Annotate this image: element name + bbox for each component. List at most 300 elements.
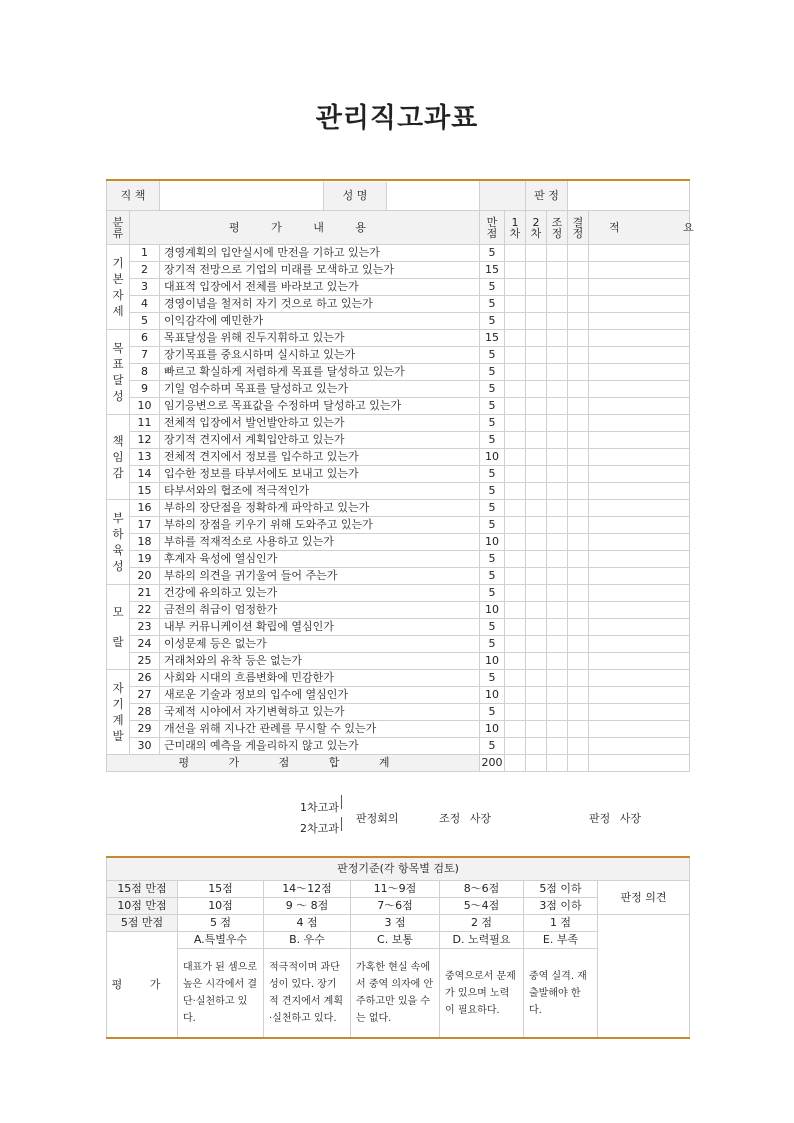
adjust-cell[interactable]	[547, 347, 568, 364]
remarks-cell[interactable]	[589, 517, 690, 534]
item-number: 3	[130, 279, 160, 296]
first-eval-cell[interactable]	[505, 738, 526, 755]
second-eval-cell[interactable]	[526, 347, 547, 364]
decision-cell[interactable]	[568, 398, 589, 415]
item-number: 17	[130, 517, 160, 534]
adjust-cell[interactable]	[547, 568, 568, 585]
table-row	[107, 585, 690, 602]
first-eval-cell[interactable]	[505, 313, 526, 330]
first-eval-cell[interactable]	[505, 347, 526, 364]
judgment-opinion-field[interactable]	[598, 915, 690, 1039]
first-eval-cell[interactable]	[505, 500, 526, 517]
table-row	[107, 636, 690, 653]
criteria-value: 10점	[178, 898, 264, 915]
table-row	[107, 670, 690, 687]
criteria-value: 5 점	[178, 915, 264, 932]
item-full-score: 5	[480, 245, 505, 262]
second-eval-cell[interactable]	[526, 534, 547, 551]
total-row	[107, 755, 690, 772]
table-row	[107, 551, 690, 568]
page-title: 관리직고과표	[315, 103, 479, 134]
criteria-value: 8～6점	[440, 881, 524, 898]
second-eval-cell[interactable]	[526, 432, 547, 449]
remarks-cell[interactable]	[589, 245, 690, 262]
decision-cell[interactable]	[568, 313, 589, 330]
table-row	[107, 245, 690, 262]
item-full-score: 5	[480, 517, 505, 534]
remarks-cell[interactable]	[589, 466, 690, 483]
table-row	[107, 721, 690, 738]
criteria-row	[107, 881, 690, 898]
adjust-header: 조 정	[547, 211, 568, 245]
adjust-cell[interactable]	[547, 398, 568, 415]
item-full-score: 5	[480, 551, 505, 568]
item-number: 1	[130, 245, 160, 262]
criteria-value: 3점 이하	[524, 898, 598, 915]
first-eval-header: 1 차	[505, 211, 526, 245]
item-text: 새로운 기술과 정보의 입수에 열심인가	[160, 687, 480, 704]
remarks-cell[interactable]	[589, 262, 690, 279]
first-eval-cell[interactable]	[505, 551, 526, 568]
item-text: 장기적 전망으로 기업의 미래를 모색하고 있는가	[160, 262, 480, 279]
remarks-cell[interactable]	[589, 619, 690, 636]
remarks-cell[interactable]	[589, 602, 690, 619]
first-eval-cell[interactable]	[505, 245, 526, 262]
grade-description: 중역으로서 문제가 있으며 노력이 필요하다.	[440, 949, 524, 1039]
second-eval-cell[interactable]	[526, 585, 547, 602]
remarks-cell[interactable]	[589, 279, 690, 296]
adjust-cell[interactable]	[547, 449, 568, 466]
adjust-president-label: 조정 사장	[439, 812, 492, 825]
decision-cell[interactable]	[568, 636, 589, 653]
item-full-score: 5	[480, 347, 505, 364]
item-text: 타부서와의 협조에 적극적인가	[160, 483, 480, 500]
decision-cell[interactable]	[568, 687, 589, 704]
table-row	[107, 517, 690, 534]
second-eval-cell[interactable]	[526, 670, 547, 687]
grade-label: D. 노력필요	[440, 932, 524, 949]
table-row	[107, 568, 690, 585]
remarks-cell[interactable]	[589, 381, 690, 398]
item-text: 부하를 적재적소로 사용하고 있는가	[160, 534, 480, 551]
adjust-cell[interactable]	[547, 466, 568, 483]
table-row	[107, 398, 690, 415]
second-eval-cell[interactable]	[526, 296, 547, 313]
second-eval-cell[interactable]	[526, 313, 547, 330]
total-eval-cell[interactable]	[547, 755, 568, 772]
decision-cell[interactable]	[568, 670, 589, 687]
item-text: 부하의 장점을 키우기 위해 도와주고 있는가	[160, 517, 480, 534]
adjust-cell[interactable]	[547, 330, 568, 347]
first-eval-cell[interactable]	[505, 330, 526, 347]
remarks-cell[interactable]	[589, 670, 690, 687]
decision-cell[interactable]	[568, 279, 589, 296]
remarks-cell[interactable]	[589, 415, 690, 432]
second-eval-cell[interactable]	[526, 619, 547, 636]
item-full-score: 5	[480, 585, 505, 602]
criteria-row-label: 10점 만점	[107, 898, 178, 915]
first-eval-cell[interactable]	[505, 534, 526, 551]
criteria-row	[107, 915, 690, 932]
first-eval-cell[interactable]	[505, 296, 526, 313]
item-number: 27	[130, 687, 160, 704]
adjust-cell[interactable]	[547, 721, 568, 738]
decision-cell[interactable]	[568, 415, 589, 432]
item-number: 19	[130, 551, 160, 568]
grade-label: C. 보통	[351, 932, 440, 949]
category-label: 부하육성	[107, 500, 130, 585]
total-eval-cell[interactable]	[526, 755, 547, 772]
second-eval-cell[interactable]	[526, 500, 547, 517]
decision-cell[interactable]	[568, 347, 589, 364]
second-eval-cell[interactable]	[526, 687, 547, 704]
first-eval-cell[interactable]	[505, 704, 526, 721]
item-full-score: 5	[480, 738, 505, 755]
remarks-cell[interactable]	[589, 636, 690, 653]
second-eval-cell[interactable]	[526, 636, 547, 653]
decision-cell[interactable]	[568, 585, 589, 602]
item-number: 30	[130, 738, 160, 755]
item-full-score: 5	[480, 398, 505, 415]
first-eval-cell[interactable]	[505, 568, 526, 585]
item-number: 18	[130, 534, 160, 551]
total-score: 200	[480, 755, 505, 772]
item-number: 25	[130, 653, 160, 670]
first-eval-cell[interactable]	[505, 517, 526, 534]
decision-cell[interactable]	[568, 551, 589, 568]
remarks-cell[interactable]	[589, 704, 690, 721]
remarks-cell[interactable]	[589, 398, 690, 415]
first-review-label: 1차고과	[300, 801, 339, 814]
criteria-value: 14～12점	[264, 881, 351, 898]
first-eval-cell[interactable]	[505, 619, 526, 636]
adjust-cell[interactable]	[547, 738, 568, 755]
item-full-score: 10	[480, 687, 505, 704]
first-eval-cell[interactable]	[505, 670, 526, 687]
decision-header: 결 정	[568, 211, 589, 245]
evaluation-label: 평 가	[107, 932, 178, 1039]
remarks-cell[interactable]	[589, 551, 690, 568]
adjust-cell[interactable]	[547, 670, 568, 687]
decision-cell[interactable]	[568, 534, 589, 551]
item-full-score: 5	[480, 313, 505, 330]
remarks-cell[interactable]	[589, 721, 690, 738]
grade-description: 가혹한 현실 속에서 중역 의자에 안주하고만 있을 수는 없다.	[351, 949, 440, 1039]
judgment-meeting-label: 판정회의	[356, 812, 399, 825]
remarks-cell[interactable]	[589, 449, 690, 466]
adjust-cell[interactable]	[547, 653, 568, 670]
second-eval-cell[interactable]	[526, 262, 547, 279]
decision-cell[interactable]	[568, 602, 589, 619]
second-eval-cell[interactable]	[526, 466, 547, 483]
adjust-cell[interactable]	[547, 432, 568, 449]
adjust-cell[interactable]	[547, 636, 568, 653]
adjust-cell[interactable]	[547, 381, 568, 398]
name-label: 성 명	[324, 182, 387, 210]
first-eval-cell[interactable]	[505, 262, 526, 279]
second-eval-cell[interactable]	[526, 568, 547, 585]
decision-cell[interactable]	[568, 568, 589, 585]
second-eval-cell[interactable]	[526, 398, 547, 415]
criteria-value: 4 점	[264, 915, 351, 932]
table-row	[107, 534, 690, 551]
item-full-score: 5	[480, 466, 505, 483]
criteria-value: 3 점	[351, 915, 440, 932]
item-full-score: 15	[480, 262, 505, 279]
table-row	[107, 415, 690, 432]
criteria-value: 2 점	[440, 915, 524, 932]
judgment-value[interactable]	[568, 180, 690, 211]
criteria-value: 11～9점	[351, 881, 440, 898]
item-full-score: 5	[480, 483, 505, 500]
first-eval-cell[interactable]	[505, 415, 526, 432]
item-full-score: 5	[480, 619, 505, 636]
item-text: 장기적 견지에서 계획입안하고 있는가	[160, 432, 480, 449]
remarks-header: 적 요	[589, 211, 690, 245]
criteria-row-label: 15점 만점	[107, 881, 178, 898]
item-text: 부하의 의견을 귀기울여 들어 주는가	[160, 568, 480, 585]
item-text: 이익감각에 예민한가	[160, 313, 480, 330]
item-number: 28	[130, 704, 160, 721]
adjust-cell[interactable]	[547, 415, 568, 432]
table-row	[107, 330, 690, 347]
name-value[interactable]	[480, 180, 526, 211]
item-text: 장기목표를 중요시하며 실시하고 있는가	[160, 347, 480, 364]
decision-cell[interactable]	[568, 449, 589, 466]
remarks-cell[interactable]	[589, 313, 690, 330]
remarks-cell[interactable]	[589, 534, 690, 551]
remarks-cell[interactable]	[589, 585, 690, 602]
item-full-score: 5	[480, 432, 505, 449]
decision-cell[interactable]	[568, 262, 589, 279]
total-remarks-cell[interactable]	[589, 755, 690, 772]
table-row	[107, 602, 690, 619]
criteria-title: 판정기준(각 항목별 검토)	[107, 857, 690, 881]
first-eval-cell[interactable]	[505, 381, 526, 398]
second-eval-cell[interactable]	[526, 517, 547, 534]
item-text: 목표달성을 위해 진두지휘하고 있는가	[160, 330, 480, 347]
first-eval-cell[interactable]	[505, 449, 526, 466]
criteria-value: 7～6점	[351, 898, 440, 915]
decision-cell[interactable]	[568, 721, 589, 738]
table-row	[107, 449, 690, 466]
remarks-cell[interactable]	[589, 568, 690, 585]
decision-cell[interactable]	[568, 364, 589, 381]
decision-cell[interactable]	[568, 466, 589, 483]
item-full-score: 10	[480, 534, 505, 551]
first-eval-cell[interactable]	[505, 687, 526, 704]
full-score-header: 만 점	[480, 211, 505, 245]
item-number: 9	[130, 381, 160, 398]
decision-cell[interactable]	[568, 245, 589, 262]
total-eval-cell[interactable]	[505, 755, 526, 772]
item-text: 개선을 위해 지나간 관례를 무시할 수 있는가	[160, 721, 480, 738]
table-row	[107, 619, 690, 636]
item-text: 경영계획의 입안실시에 만전을 기하고 있는가	[160, 245, 480, 262]
table-row	[107, 296, 690, 313]
first-eval-cell[interactable]	[505, 602, 526, 619]
criteria-value: 15점	[178, 881, 264, 898]
item-text: 사회와 시대의 흐름변화에 민감한가	[160, 670, 480, 687]
adjust-cell[interactable]	[547, 551, 568, 568]
criteria-value: 5점 이하	[524, 881, 598, 898]
decision-cell[interactable]	[568, 296, 589, 313]
decision-cell[interactable]	[568, 483, 589, 500]
first-eval-cell[interactable]	[505, 466, 526, 483]
second-eval-cell[interactable]	[526, 415, 547, 432]
first-eval-cell[interactable]	[505, 721, 526, 738]
item-text: 기일 엄수하며 목표를 달성하고 있는가	[160, 381, 480, 398]
item-text: 금전의 취급이 엄정한가	[160, 602, 480, 619]
item-full-score: 5	[480, 296, 505, 313]
item-text: 임기응변으로 목표값을 수정하며 달성하고 있는가	[160, 398, 480, 415]
item-number: 6	[130, 330, 160, 347]
remarks-cell[interactable]	[589, 347, 690, 364]
item-number: 23	[130, 619, 160, 636]
category-label: 목표달성	[107, 330, 130, 415]
grade-description: 중역 실격. 재출발해야 한다.	[524, 949, 598, 1039]
second-eval-cell[interactable]	[526, 704, 547, 721]
item-number: 24	[130, 636, 160, 653]
second-eval-cell[interactable]	[526, 364, 547, 381]
remarks-cell[interactable]	[589, 296, 690, 313]
adjust-cell[interactable]	[547, 245, 568, 262]
item-number: 14	[130, 466, 160, 483]
item-text: 거래처와의 유착 등은 없는가	[160, 653, 480, 670]
decision-cell[interactable]	[568, 330, 589, 347]
item-number: 11	[130, 415, 160, 432]
category-label: 기본자세	[107, 245, 130, 330]
second-eval-cell[interactable]	[526, 653, 547, 670]
category-label: 자기계발	[107, 670, 130, 755]
remarks-cell[interactable]	[589, 687, 690, 704]
decision-cell[interactable]	[568, 432, 589, 449]
remarks-cell[interactable]	[589, 432, 690, 449]
item-full-score: 5	[480, 381, 505, 398]
table-row	[107, 364, 690, 381]
second-eval-cell[interactable]	[526, 279, 547, 296]
item-full-score: 5	[480, 364, 505, 381]
decision-cell[interactable]	[568, 517, 589, 534]
second-eval-cell[interactable]	[526, 245, 547, 262]
item-number: 13	[130, 449, 160, 466]
second-eval-cell[interactable]	[526, 721, 547, 738]
position-value[interactable]	[160, 180, 480, 211]
table-row	[107, 483, 690, 500]
category-label: 책임감	[107, 415, 130, 500]
evaluation-table	[106, 179, 724, 772]
item-full-score: 5	[480, 279, 505, 296]
adjust-cell[interactable]	[547, 687, 568, 704]
decision-cell[interactable]	[568, 619, 589, 636]
table-row	[107, 704, 690, 721]
criteria-value: 9 ～ 8점	[264, 898, 351, 915]
second-eval-cell[interactable]	[526, 381, 547, 398]
item-text: 근미래의 예측을 게을리하지 않고 있는가	[160, 738, 480, 755]
remarks-cell[interactable]	[589, 738, 690, 755]
adjust-cell[interactable]	[547, 585, 568, 602]
remarks-cell[interactable]	[589, 653, 690, 670]
second-review-label: 2차고과	[300, 822, 339, 835]
content-header: 평 가 내 용	[130, 211, 480, 245]
adjust-cell[interactable]	[547, 296, 568, 313]
decision-cell[interactable]	[568, 738, 589, 755]
item-text: 내부 커뮤니케이션 확립에 열심인가	[160, 619, 480, 636]
adjust-cell[interactable]	[547, 262, 568, 279]
table-row	[107, 466, 690, 483]
adjust-cell[interactable]	[547, 483, 568, 500]
adjust-cell[interactable]	[547, 619, 568, 636]
first-eval-cell[interactable]	[505, 432, 526, 449]
item-full-score: 5	[480, 636, 505, 653]
total-eval-cell[interactable]	[568, 755, 589, 772]
criteria-row-label: 5점 만점	[107, 915, 178, 932]
adjust-cell[interactable]	[547, 500, 568, 517]
decision-cell[interactable]	[568, 500, 589, 517]
item-number: 29	[130, 721, 160, 738]
criteria-value: 5～4점	[440, 898, 524, 915]
decision-cell[interactable]	[568, 653, 589, 670]
first-eval-cell[interactable]	[505, 636, 526, 653]
first-eval-cell[interactable]	[505, 398, 526, 415]
category-label: 모 랄	[107, 585, 130, 670]
judgment-opinion-label: 판정 의견	[598, 881, 690, 915]
second-eval-cell[interactable]	[526, 449, 547, 466]
item-text: 국제적 시야에서 자기변혁하고 있는가	[160, 704, 480, 721]
item-full-score: 10	[480, 602, 505, 619]
item-full-score: 5	[480, 704, 505, 721]
table-row	[107, 347, 690, 364]
adjust-cell[interactable]	[547, 602, 568, 619]
second-eval-cell[interactable]	[526, 330, 547, 347]
second-eval-cell[interactable]	[526, 738, 547, 755]
item-text: 경영이념을 철저히 자기 것으로 하고 있는가	[160, 296, 480, 313]
decision-cell[interactable]	[568, 704, 589, 721]
table-row	[107, 279, 690, 296]
adjust-cell[interactable]	[547, 364, 568, 381]
adjust-cell[interactable]	[547, 534, 568, 551]
item-text: 부하의 장단점을 정확하게 파악하고 있는가	[160, 500, 480, 517]
criteria-table	[106, 856, 690, 1039]
second-eval-cell[interactable]	[526, 602, 547, 619]
remarks-cell[interactable]	[589, 364, 690, 381]
adjust-cell[interactable]	[547, 279, 568, 296]
second-eval-cell[interactable]	[526, 483, 547, 500]
first-eval-cell[interactable]	[505, 653, 526, 670]
remarks-cell[interactable]	[589, 330, 690, 347]
table-row	[107, 381, 690, 398]
first-eval-cell[interactable]	[505, 585, 526, 602]
decision-cell[interactable]	[568, 381, 589, 398]
adjust-cell[interactable]	[547, 517, 568, 534]
first-eval-cell[interactable]	[505, 279, 526, 296]
item-text: 전체적 견지에서 정보를 입수하고 있는가	[160, 449, 480, 466]
remarks-cell[interactable]	[589, 483, 690, 500]
item-full-score: 15	[480, 330, 505, 347]
item-full-score: 10	[480, 449, 505, 466]
table-row	[107, 653, 690, 670]
first-eval-cell[interactable]	[505, 483, 526, 500]
remarks-cell[interactable]	[589, 500, 690, 517]
adjust-cell[interactable]	[547, 704, 568, 721]
item-text: 후계자 육성에 열심인가	[160, 551, 480, 568]
adjust-cell[interactable]	[547, 313, 568, 330]
second-eval-cell[interactable]	[526, 551, 547, 568]
first-eval-cell[interactable]	[505, 364, 526, 381]
item-number: 15	[130, 483, 160, 500]
table-row	[107, 432, 690, 449]
item-number: 4	[130, 296, 160, 313]
